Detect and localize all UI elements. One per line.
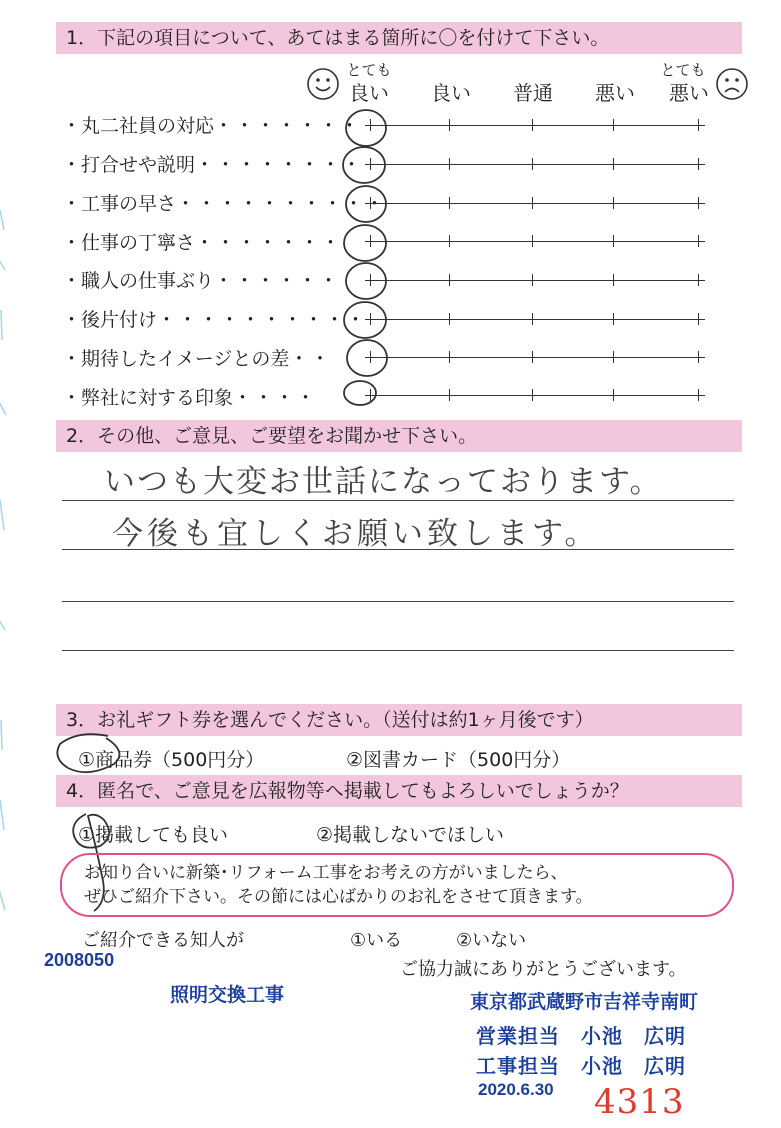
stamp-construction: 工事担当 小池 広明 [476, 1056, 686, 1078]
row-label: ・丸二社員の対応・・・・・・・ [62, 115, 362, 137]
row-label: ・期待したイメージとの差・・ [62, 348, 332, 370]
answer-line [62, 601, 734, 602]
referral-option-no[interactable]: ②いない [456, 930, 527, 951]
scale-tick[interactable] [698, 119, 699, 131]
scale-tick[interactable] [613, 389, 614, 401]
scale-tick[interactable] [532, 119, 533, 131]
gift-option-2[interactable]: ②図書カード（500円分） [346, 749, 571, 771]
scale-tick[interactable] [449, 197, 450, 209]
referral-box [60, 853, 734, 917]
section1-title: 1．下記の項目について、あてはまる箇所に〇を付けて下さい。 [56, 22, 742, 54]
row-label: ・工事の早さ・・・・・・・・・・ [62, 193, 387, 215]
stamp-work: 照明交換工事 [170, 985, 285, 1006]
scale-tick[interactable] [532, 158, 533, 170]
header-good: 良い [431, 81, 471, 105]
stamp-code: 2008050 [44, 950, 115, 970]
row-label: ・弊社に対する印象・・・・ [62, 387, 318, 409]
thanks-text: ご協力誠にありがとうございます。 [400, 959, 687, 980]
referral-line-2: ぜひご紹介下さい。その節には心ばかりのお礼をさせて頂きます。 [84, 887, 593, 907]
scale-line [365, 395, 705, 396]
scale-tick[interactable] [613, 274, 614, 286]
scale-tick[interactable] [449, 351, 450, 363]
scale-tick[interactable] [613, 119, 614, 131]
header-very-good: 良い [349, 81, 389, 105]
scale-line [365, 125, 705, 126]
scale-tick[interactable] [449, 389, 450, 401]
row-label: ・後片付け・・・・・・・・・・ [62, 309, 368, 331]
scale-tick[interactable] [449, 158, 450, 170]
row-label: ・職人の仕事ぶり・・・・・・ [62, 270, 341, 292]
handwritten-comment-1: いつも大変お世話になっております。 [104, 464, 663, 500]
scale-line [365, 203, 705, 204]
header-very-good-top: とても [346, 61, 392, 79]
handwritten-comment-2: 今後も宜しくお願い致します。 [112, 516, 600, 552]
row-label: ・打合せや説明・・・・・・・・ [62, 154, 364, 176]
section4-title: 4．匿名で、ご意見を広報物等へ掲載してもよろしいでしょうか？ [56, 775, 742, 807]
scale-tick[interactable] [698, 389, 699, 401]
row-label: ・仕事の丁寧さ・・・・・・・ [62, 232, 343, 254]
scale-tick[interactable] [698, 274, 699, 286]
scale-tick[interactable] [532, 197, 533, 209]
referral-line-1: お知り合いに新築･リフォーム工事をお考えの方がいましたら、 [84, 863, 568, 883]
answer-line [62, 650, 734, 651]
scale-tick[interactable] [532, 235, 533, 247]
scale-tick[interactable] [449, 274, 450, 286]
scale-tick[interactable] [449, 313, 450, 325]
header-very-bad: 悪い [669, 81, 709, 105]
red-number: 4313 [594, 1082, 685, 1122]
publish-option-1[interactable]: ①掲載しても良い [78, 824, 229, 846]
stamp-address: 東京都武蔵野市吉祥寺南町 [470, 992, 699, 1013]
section3-title: 3．お礼ギフト券を選んでください。（送付は約1ヶ月後です） [56, 704, 742, 736]
scale-line [365, 357, 705, 358]
stamp-date: 2020.6.30 [478, 1080, 554, 1099]
scale-tick[interactable] [532, 351, 533, 363]
publish-option-2[interactable]: ②掲載しないでほしい [316, 824, 505, 846]
scale-line [365, 241, 705, 242]
scale-tick[interactable] [613, 351, 614, 363]
gift-option-1[interactable]: ①商品券（500円分） [78, 749, 265, 771]
scale-tick[interactable] [532, 313, 533, 325]
referral-option-yes[interactable]: ①いる [350, 930, 403, 951]
scale-tick[interactable] [613, 158, 614, 170]
header-neutral: 普通 [513, 81, 553, 105]
scale-tick[interactable] [698, 158, 699, 170]
scale-tick[interactable] [532, 274, 533, 286]
scale-line [365, 164, 705, 165]
bleed-through-marks [0, 200, 10, 930]
header-bad: 悪い [595, 81, 635, 105]
section2-title: 2．その他、ご意見、ご要望をお聞かせ下さい。 [56, 420, 742, 452]
smiley-icon [306, 67, 340, 101]
scale-tick[interactable] [613, 197, 614, 209]
scale-line [365, 319, 705, 320]
scale-tick[interactable] [449, 235, 450, 247]
scale-tick[interactable] [449, 119, 450, 131]
scale-tick[interactable] [698, 197, 699, 209]
scale-tick[interactable] [698, 235, 699, 247]
stamp-sales: 営業担当 小池 広明 [476, 1026, 686, 1048]
scale-tick[interactable] [698, 313, 699, 325]
frowny-icon [715, 67, 749, 101]
scale-line [365, 280, 705, 281]
header-very-bad-top: とても [660, 61, 706, 79]
handwritten-circles [330, 108, 400, 408]
scale-tick[interactable] [532, 389, 533, 401]
referral-question: ご紹介できる知人が [82, 930, 244, 951]
scale-tick[interactable] [613, 235, 614, 247]
scale-tick[interactable] [698, 351, 699, 363]
scale-tick[interactable] [613, 313, 614, 325]
